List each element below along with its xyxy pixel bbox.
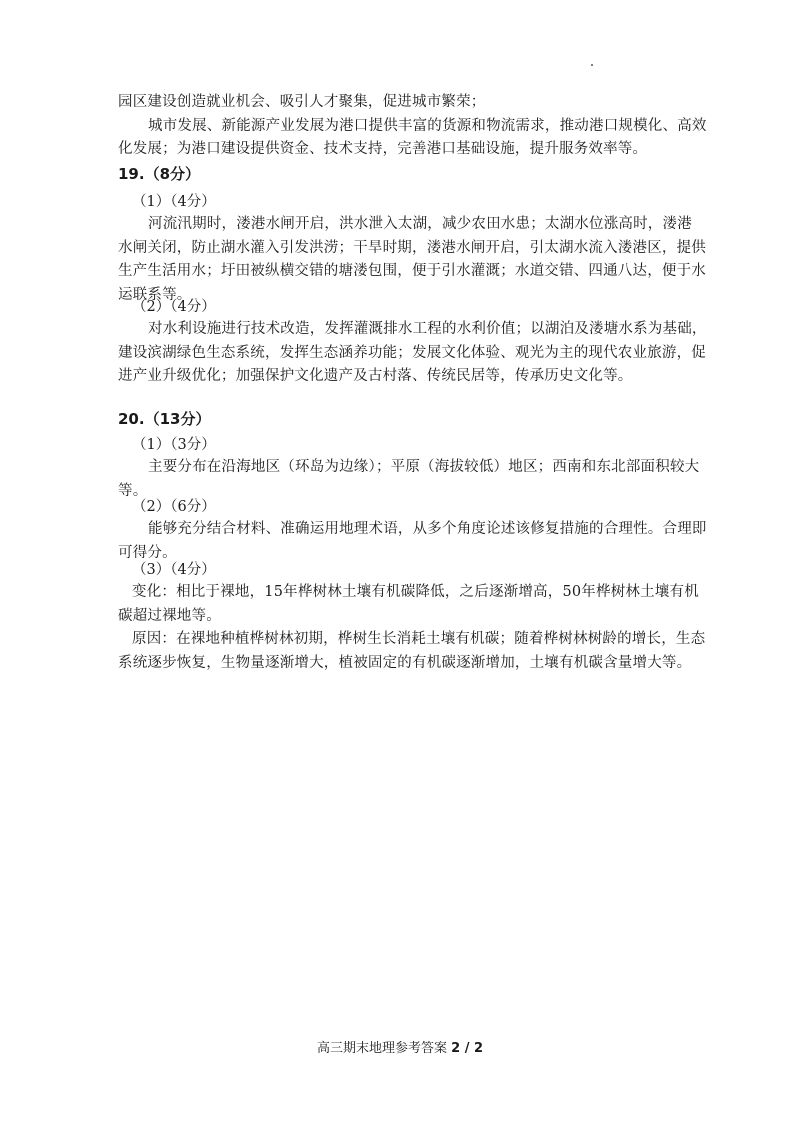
q20-heading: 20.（13分）	[118, 410, 211, 428]
q19-part2-label: （2）（4分）	[132, 299, 216, 315]
q20-part1-line-1: 主要分布在沿海地区（环岛为边缘）；平原（海拔较低）地区；西南和东北部面积较大	[148, 459, 700, 475]
q19-part2-line-2: 建设滨湖绿色生态系统，发挥生态涵养功能；发展文化体验、观光为主的现代农业旅游，促	[118, 344, 706, 361]
q20-part3-label: （3）（4分）	[132, 562, 216, 578]
intro-paragraph	[118, 91, 707, 162]
q20-part3-answer	[118, 581, 706, 675]
q20-part3-line-2: 碳超过裸地等。	[118, 607, 221, 624]
q19-part1-line-1: 河流汛期时，溇港水闸开启，洪水泄入太湖，减少农田水患；太湖水位涨高时，溇港	[148, 216, 692, 232]
intro-line-1: 园区建设创造就业机会、吸引人才聚集，促进城市繁荣；	[118, 94, 486, 110]
q20-part2-label: （2）（6分）	[132, 499, 216, 515]
q20-part1-label: （1）（3分）	[132, 437, 216, 453]
q20-part3-line-3: 原因：在裸地种植桦树林初期，桦树生长消耗土壤有机碳；随着桦树林树龄的增长，生态	[132, 631, 706, 647]
q20-part2-line-1: 能够充分结合材料、准确运用地理术语，从多个角度论述该修复措施的合理性。合理即	[148, 521, 707, 537]
q20-part3-line-1: 变化：相比于裸地，15年桦树林土壤有机碳降低，之后逐渐增高，50年桦树林土壤有机	[132, 584, 699, 600]
q20-part2-line-2: 可得分。	[118, 544, 177, 561]
page-footer	[0, 1037, 800, 1056]
q20-part1-line-2: 等。	[118, 482, 148, 499]
q19-part1-answer	[118, 213, 706, 307]
intro-line-2: 城市发展、新能源产业发展为港口提供丰富的货源和物流需求，推动港口规模化、高效	[148, 117, 707, 134]
q19-part1-line-3: 生产生活用水；圩田被纵横交错的塘溇包围，便于引水灌溉；水道交错、四通八达，便于水	[118, 263, 706, 279]
q19-part2-line-3: 进产业升级优化；加强保护文化遗产及古村落、传统民居等，传承历史文化等。	[118, 368, 633, 384]
q19-part1-label: （1）（4分）	[132, 194, 216, 210]
page-number: 2 / 2	[451, 1041, 484, 1056]
q19-heading: 19.（8分）	[118, 165, 201, 183]
footer-title: 高三期末地理参考答案	[316, 1041, 447, 1056]
q19-part1-line-2: 水闸关闭，防止湖水灌入引发洪涝；干旱时期，溇港水闸开启，引太湖水流入溇港区，提供	[118, 239, 706, 256]
scan-speck	[591, 64, 593, 66]
q19-part1-line-4: 运联系等。	[118, 286, 192, 303]
q20-part3-line-4: 系统逐步恢复，生物量逐渐增大，植被固定的有机碳逐渐增加，土壤有机碳含量增大等。	[118, 654, 692, 671]
intro-line-3: 化发展；为港口建设提供资金、技术支持，完善港口基础设施，提升服务效率等。	[118, 141, 648, 157]
q19-part2-line-1: 对水利设施进行技术改造，发挥灌溉排水工程的水利价值；以湖泊及溇塘水系为基础，	[148, 321, 707, 337]
q19-part2-answer	[118, 318, 707, 389]
